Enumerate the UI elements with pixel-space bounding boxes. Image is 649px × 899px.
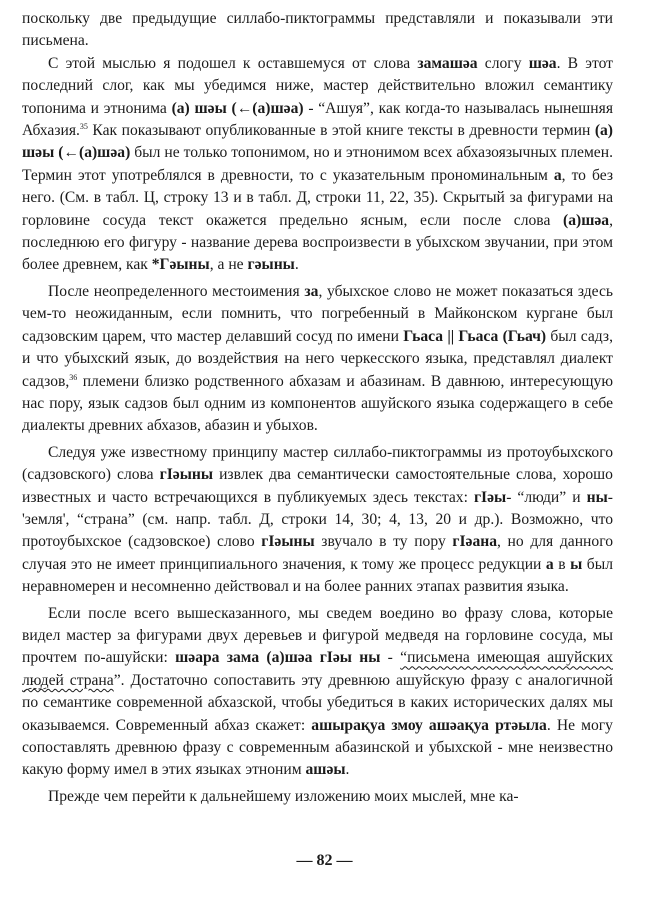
bold-term: а — [553, 166, 562, 184]
text: , то без него. (См. в табл. Ц, строку 13 и в табл. Д, строки 11, 22, 35). Скрытый за фигурами на горловине сосуда текст окажется предельно ясным, если после слова — [22, 166, 613, 229]
footnote-marker: 36 — [69, 372, 78, 382]
text: поскольку две предыдущие силлабо-пиктограммы представляли и показывали эти письмена. — [22, 10, 613, 50]
bold-term: ы — [570, 555, 583, 573]
text: , а не — [209, 256, 248, 274]
bold-term: гІəана — [452, 533, 498, 551]
text: Следуя уже известному принципу мастер силлабо-пиктограммы из протоубыхского (садзовского) слова — [22, 443, 613, 484]
text: слогу — [477, 54, 529, 72]
text: Как показывают опубликованные в этой книге тексты в древности термин — [87, 122, 595, 140]
text: . — [345, 761, 350, 779]
bold-term: (а) шəы (←(а)шəа) — [22, 122, 613, 162]
bold-term: ашəы — [305, 761, 346, 779]
bold-term: ны — [586, 488, 608, 506]
bold-term: (а)шəа — [563, 211, 610, 229]
bold-term: (а) шəы (←(а)шəа) — [171, 99, 304, 117]
text: извлек два семантически самостоятельные слова, хорошо известных и часто встречающихся в публикуемых здесь текстах: — [22, 466, 613, 506]
text: был неравномерен и несомненно действовал и на более ранних этапах развития языка. — [22, 555, 614, 596]
text: Если после всего вышесказанного, мы сведем воедино во фразу слова, которые видел мастер за фигурами двух деревьев и фигурой медведя на горловине сосуда, мы прочтем по-ашуйски: — [22, 604, 613, 667]
text: -'земля', “страна” (см. напр. табл. Д, строки 14, 30; 4, 13, 20 и др.). Возможно, что протоубыхское (садзовское) слово — [22, 488, 613, 551]
bold-term: ашырақуа змоу ашəақуа ртəыла — [311, 716, 547, 734]
paragraph-3 — [22, 442, 613, 599]
text: - “люди” и — [506, 488, 587, 506]
text: После неопределенного местоимения — [48, 282, 305, 300]
text: - “Ашуя”, как когда-то называлась нынешняя Абхазия. — [22, 99, 613, 140]
bold-term: шəа — [528, 54, 557, 72]
text: племени близко родственного абхазам и абазинам. В давнюю, интересующую нас пору, язык садзов был одним из компонентов ашуйского языка содержащего в себе диалекты древних абхазов, абазин и убыхов. — [22, 372, 613, 435]
text: . — [294, 256, 299, 274]
text: , убыхское слово не может показаться здесь чем-то неожиданным, если помнить, что погребенный в Майконском кургане был садзовским царем, что мастер делавший сосуд по имени — [22, 282, 613, 345]
paragraph-5 — [22, 786, 613, 808]
bold-term: замашəа — [417, 54, 478, 72]
bold-term: гəыны — [247, 256, 295, 274]
handwritten-bracket-mark — [22, 683, 272, 693]
page-number: — 82 — — [296, 852, 353, 869]
text: . В этот последний слог, как мы убедимся ниже, мастер действительно вложил семантику топонима и этнонима — [22, 54, 613, 117]
footnote-marker: 35 — [79, 121, 88, 131]
bold-term: за — [304, 282, 319, 300]
text: , последнюю его фигуру - название дерева воспроизвести в убыхском звучании, при этом более древнем, как — [22, 211, 613, 274]
text: С этой мыслью я подошел к оставшемуся от слова — [48, 54, 418, 72]
bold-term: гІəыны — [159, 466, 214, 484]
text: ”. Достаточно сопоставить эту древнюю ашуйскую фразу с аналогичной по семантике современной абхазской, чтобы убедиться в каких исторических далях мы оказываемся. Современный абхаз скажет: — [22, 671, 613, 734]
paragraph-1 — [22, 53, 613, 277]
bold-term: а — [545, 555, 554, 573]
bold-term: гІəы — [473, 488, 507, 506]
text: , но для данного случая это не имеет принципиального значения, к тому же процесс редукции — [22, 533, 613, 573]
bold-term: *Гəыны — [151, 256, 210, 274]
text: . Не могу сопоставлять древнюю фразу с современным абазинской и убыхской - мне неизвестно какую форму имел в этих языках этноним — [22, 716, 613, 779]
text: звучало в ту пору — [314, 533, 453, 551]
paragraph-2 — [22, 281, 613, 438]
paragraph-continuation — [22, 8, 613, 53]
underlined-phrase: “письмена имеющая ашуйских людей страна — [22, 649, 613, 689]
text: Прежде чем перейти к дальнейшему изложению моих мыслей, мне ка- — [48, 787, 519, 805]
bold-term: гІəыны — [261, 533, 315, 551]
bold-term: Гьаса || Гьаса (Гьач) — [403, 327, 547, 345]
text: был не только топонимом, но и этнонимом всех абхазоязычных племен. Термин этот употреблялся в древности, то с указательным прономинальным — [22, 144, 613, 184]
bold-term: шəара зама (а)шəа гІəы ны — [175, 649, 381, 667]
text: - — [380, 649, 401, 667]
text: был садз, и что убыхский язык, до воздействия на него черкесского языка, представлял диалект садзов, — [22, 327, 613, 390]
text: в — [553, 555, 571, 573]
